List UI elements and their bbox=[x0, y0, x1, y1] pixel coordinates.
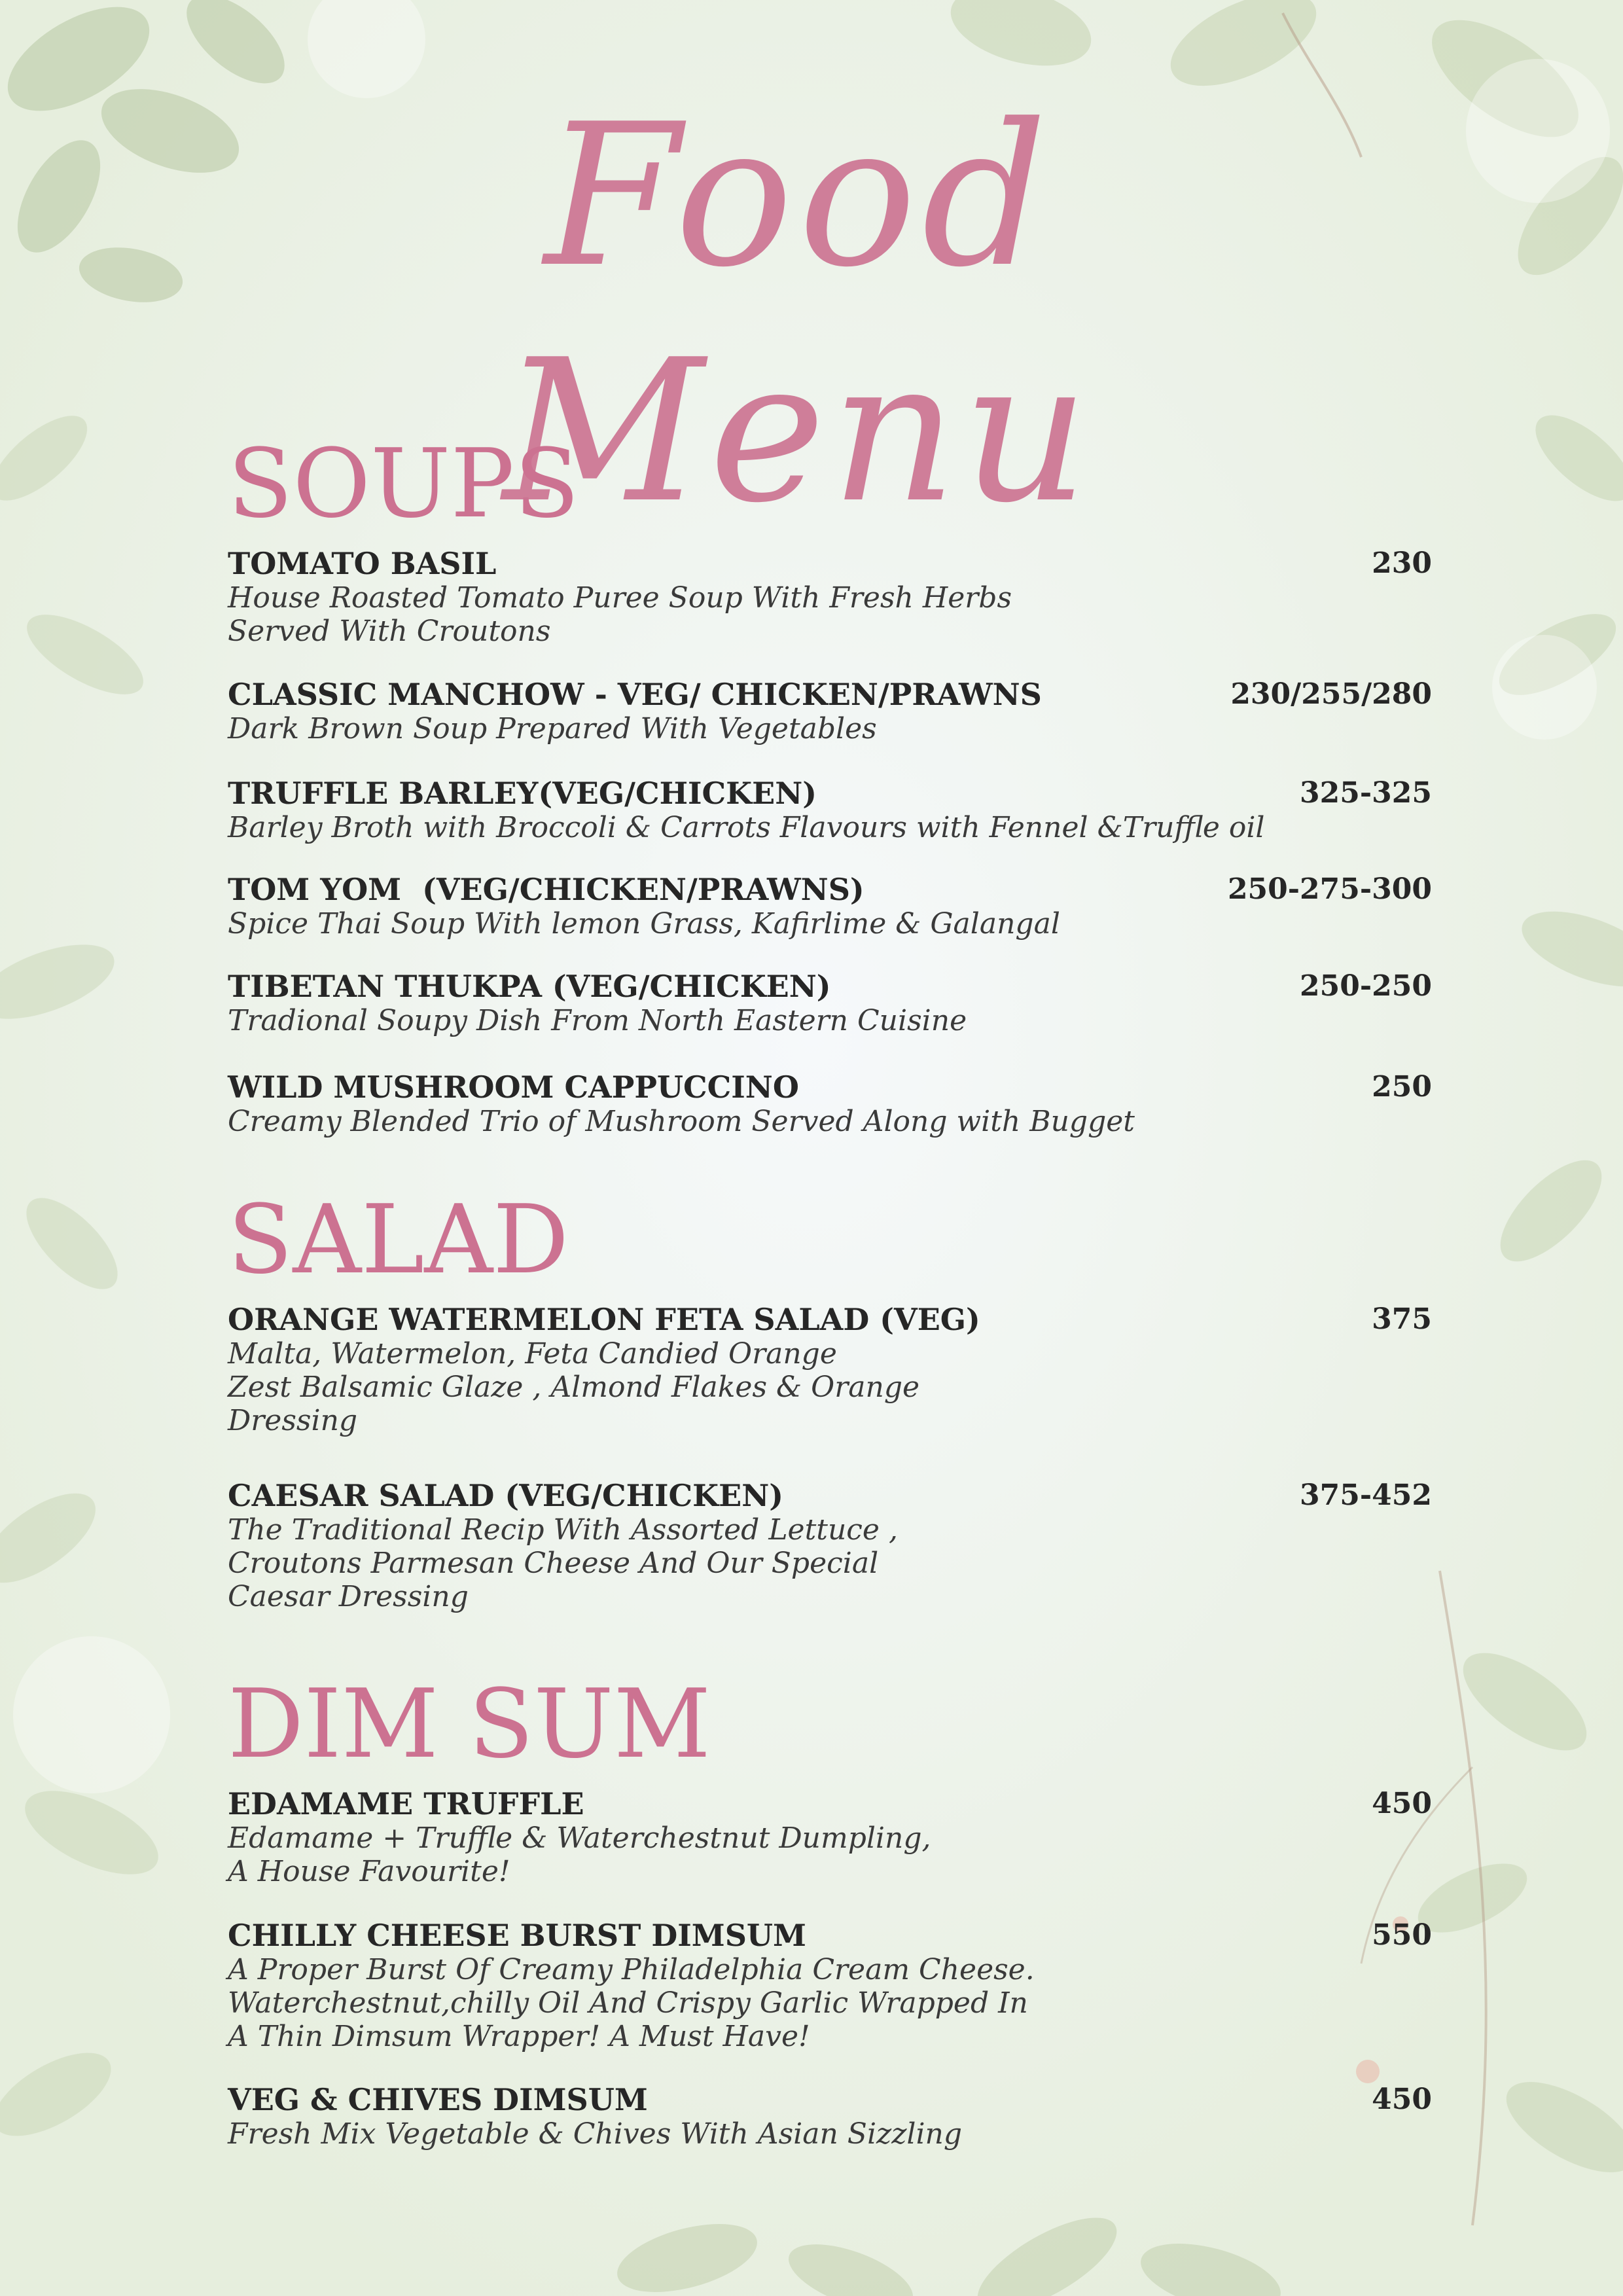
item-description: Tradional Soupy Dish From North Eastern Cuisine bbox=[228, 1004, 967, 1037]
item-description: Barley Broth with Broccoli & Carrots Flavours with Fennel &Truffle oil bbox=[228, 811, 1265, 844]
item-description: The Traditional Recip With Assorted Lettuce , Croutons Parmesan Cheese And Our Special Caesar Dressing bbox=[228, 1513, 898, 1613]
item-name: CAESAR SALAD (VEG/CHICKEN) bbox=[228, 1478, 784, 1513]
item-description: Spice Thai Soup With lemon Grass, Kafirlime & Galangal bbox=[228, 907, 1060, 941]
item-name: TOM YOM (VEG/CHICKEN/PRAWNS) bbox=[228, 872, 865, 907]
menu-item bbox=[228, 969, 1432, 1037]
menu-item bbox=[228, 2082, 1432, 2151]
menu-item bbox=[228, 1302, 1432, 1437]
item-description: A Proper Burst Of Creamy Philadelphia Cream Cheese. Waterchestnut,chilly Oil And Crispy Garlic Wrapped In A Thin Dimsum Wrapper! A Must Have! bbox=[228, 1953, 1035, 2053]
item-price: 325-325 bbox=[1300, 776, 1432, 810]
item-price: 230 bbox=[1372, 547, 1432, 580]
menu-title: Food Menu bbox=[503, 82, 1094, 546]
item-description: Malta, Watermelon, Feta Candied Orange Zest Balsamic Glaze , Almond Flakes & Orange Dressing bbox=[228, 1337, 920, 1437]
item-name: VEG & CHIVES DIMSUM bbox=[228, 2082, 648, 2117]
item-price: 375-452 bbox=[1300, 1479, 1432, 1512]
item-name: CHILLY CHEESE BURST DIMSUM bbox=[228, 1918, 806, 1953]
menu-item bbox=[228, 677, 1432, 745]
section-heading-soups: SOUPS bbox=[228, 429, 580, 539]
menu-item bbox=[228, 1786, 1432, 1888]
section-heading-dim-sum: DIM SUM bbox=[228, 1669, 711, 1780]
item-price: 250 bbox=[1372, 1070, 1432, 1103]
item-name: CLASSIC MANCHOW - VEG/ CHICKEN/PRAWNS bbox=[228, 677, 1042, 712]
item-description: Dark Brown Soup Prepared With Vegetables bbox=[228, 712, 877, 745]
item-price: 250-250 bbox=[1300, 969, 1432, 1003]
item-price: 250-275-300 bbox=[1227, 872, 1432, 906]
menu-item bbox=[228, 872, 1432, 941]
item-price: 230/255/280 bbox=[1230, 677, 1432, 711]
item-price: 450 bbox=[1372, 1787, 1432, 1820]
menu-item bbox=[228, 1478, 1432, 1613]
item-name: ORANGE WATERMELON FETA SALAD (VEG) bbox=[228, 1302, 980, 1337]
item-description: Fresh Mix Vegetable & Chives With Asian Sizzling bbox=[228, 2117, 963, 2151]
item-description: Edamame + Truffle & Waterchestnut Dumpling, A House Favourite! bbox=[228, 1821, 931, 1888]
menu-item bbox=[228, 776, 1432, 844]
item-description: House Roasted Tomato Puree Soup With Fresh Herbs Served With Croutons bbox=[228, 581, 1012, 648]
item-description: Creamy Blended Trio of Mushroom Served Along with Bugget bbox=[228, 1105, 1135, 1138]
item-price: 450 bbox=[1372, 2083, 1432, 2116]
section-heading-salad: SALAD bbox=[228, 1185, 569, 1295]
menu-item bbox=[228, 546, 1432, 648]
item-name: EDAMAME TRUFFLE bbox=[228, 1786, 584, 1821]
item-name: TOMATO BASIL bbox=[228, 546, 497, 581]
menu-item bbox=[228, 1069, 1432, 1138]
item-name: TIBETAN THUKPA (VEG/CHICKEN) bbox=[228, 969, 831, 1004]
item-price: 550 bbox=[1372, 1918, 1432, 1952]
item-name: TRUFFLE BARLEY(VEG/CHICKEN) bbox=[228, 776, 817, 811]
item-name: WILD MUSHROOM CAPPUCCINO bbox=[228, 1069, 799, 1105]
menu-item bbox=[228, 1918, 1432, 2053]
item-price: 375 bbox=[1372, 1302, 1432, 1336]
